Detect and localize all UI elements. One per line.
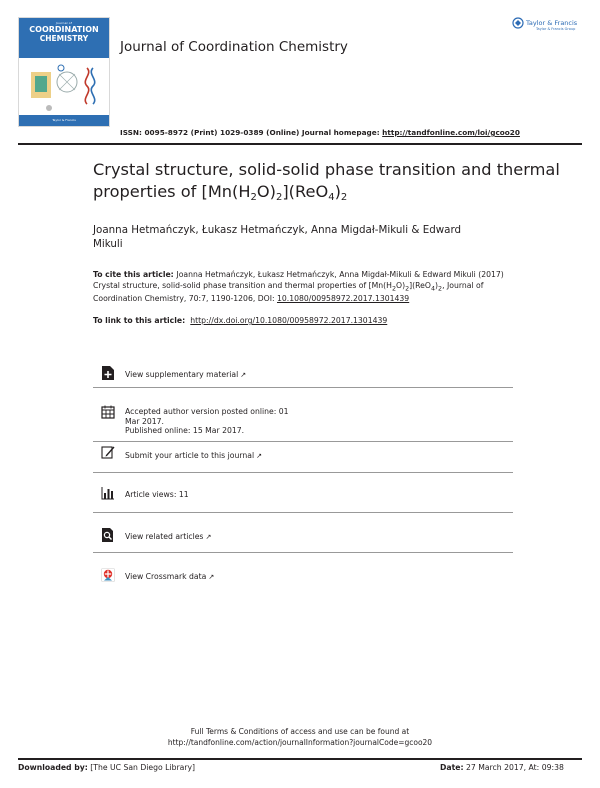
- title-part: ): [334, 182, 341, 201]
- row-divider: [93, 512, 513, 513]
- citation-subscript: 4: [430, 284, 436, 293]
- title-part: ](ReO: [282, 182, 329, 201]
- issn-text: ISSN: 0095-8972 (Print) 1029-0389 (Online) Journal homepage:: [120, 128, 383, 137]
- journal-title: Journal of Coordination Chemistry: [120, 39, 348, 55]
- article-views: Article views: 11: [125, 490, 189, 499]
- footer-divider: [18, 758, 582, 760]
- article-authors: Joanna Hetmańczyk, Łukasz Hetmańczyk, Anna Migdał-Mikuli & Edward Mikuli: [93, 224, 462, 250]
- title-subscript: 2: [340, 192, 348, 203]
- cover-publisher-strip: Taylor & Francis: [19, 115, 109, 126]
- view-related-link[interactable]: [125, 532, 211, 543]
- title-subscript: 2: [275, 192, 283, 203]
- terms-notice: [0, 727, 600, 748]
- journal-homepage-link[interactable]: http://tandfonline.com/loi/gcoo20: [382, 128, 520, 137]
- citation-text: , Journal of Coordination Chemistry, 70:7, 1190-1206, DOI:: [93, 280, 484, 303]
- search-document-icon: [101, 528, 115, 542]
- citation-subscript: 2: [391, 284, 397, 293]
- citation-text: ): [435, 280, 439, 290]
- issn-line: [120, 128, 520, 137]
- cover-title-line1: COORDINATION: [29, 25, 99, 34]
- download-date-label: Date:: [440, 763, 464, 772]
- citation-label: To cite this article:: [93, 270, 177, 279]
- row-divider: [93, 552, 513, 553]
- title-subscript: 2: [250, 192, 257, 203]
- citation-text: Joanna Hetmańczyk, Łukasz Hetmańczyk, Anna Migdał-Mikuli & Edward Mikuli (2017) Crystal structure, solid-solid phase transition and thermal properties of [Mn(H: [93, 270, 504, 290]
- view-supplementary-label: View supplementary material: [125, 370, 239, 379]
- citation-subscript: 2: [438, 284, 443, 293]
- view-supplementary-link[interactable]: [125, 370, 246, 381]
- article-link-label: To link to this article:: [93, 316, 188, 325]
- external-link-icon: ↗: [256, 452, 262, 460]
- crossmark-icon: [101, 568, 115, 582]
- header-divider: [18, 143, 582, 145]
- publisher-logo-text: Taylor & Francis: [526, 19, 578, 27]
- terms-line: Full Terms & Conditions of access and use can be found at: [190, 727, 410, 736]
- submit-article-label: Submit your article to this journal: [125, 451, 255, 460]
- view-related-label: View related articles: [125, 532, 204, 541]
- article-doi-url[interactable]: http://dx.doi.org/10.1080/00958972.2017.1301439: [190, 316, 388, 325]
- row-divider: [93, 472, 513, 473]
- citation-subscript: 2: [405, 284, 410, 293]
- terms-url[interactable]: http://tandfonline.com/action/journalInformation?journalCode=gcoo20: [167, 737, 433, 747]
- journal-cover: [18, 17, 110, 127]
- accepted-date: Accepted author version posted online: 01 Mar 2017.: [125, 407, 289, 426]
- citation-block: [93, 270, 513, 305]
- cover-molecule-illustration: [19, 60, 109, 116]
- publisher-logo-icon: [512, 17, 524, 29]
- external-link-icon: ↗: [240, 371, 247, 379]
- citation-text: ](ReO: [409, 280, 431, 290]
- download-date: [440, 763, 564, 772]
- external-link-icon: ↗: [208, 573, 215, 581]
- publisher-logo: [512, 17, 582, 39]
- download-date-value: 27 March 2017, At: 09:38: [463, 763, 564, 772]
- downloaded-by-value: [The UC San Diego Library]: [87, 763, 196, 772]
- edit-pencil-icon: [101, 445, 115, 459]
- row-divider: [93, 387, 513, 388]
- row-divider: [93, 441, 513, 442]
- cover-title-line2: CHEMISTRY: [39, 34, 89, 43]
- doi-link[interactable]: 10.1080/00958972.2017.1301439: [277, 293, 410, 303]
- supplementary-plus-icon: [101, 366, 115, 380]
- article-title: [93, 159, 563, 203]
- downloaded-by-label: Downloaded by:: [18, 763, 88, 772]
- view-crossmark-link[interactable]: [125, 572, 214, 583]
- cover-banner: [19, 18, 109, 58]
- published-date: Published online: 15 Mar 2017.: [125, 426, 245, 435]
- publisher-logo-subtext: Taylor & Francis Group: [536, 27, 576, 31]
- downloaded-by: [18, 763, 195, 772]
- title-subscript: 4: [328, 192, 335, 203]
- bar-chart-icon: [101, 486, 115, 500]
- article-link-line: [93, 316, 387, 325]
- external-link-icon: ↗: [205, 533, 212, 541]
- submit-article-link[interactable]: [125, 451, 262, 462]
- view-crossmark-label: View Crossmark data: [125, 572, 207, 581]
- citation-text: O): [396, 280, 406, 290]
- calendar-icon: [101, 405, 115, 419]
- cover-small-text: Journal of: [55, 21, 73, 25]
- title-part: Crystal structure, solid-solid phase transition and thermal properties of [Mn(H: [93, 160, 560, 201]
- title-part: O): [256, 182, 276, 201]
